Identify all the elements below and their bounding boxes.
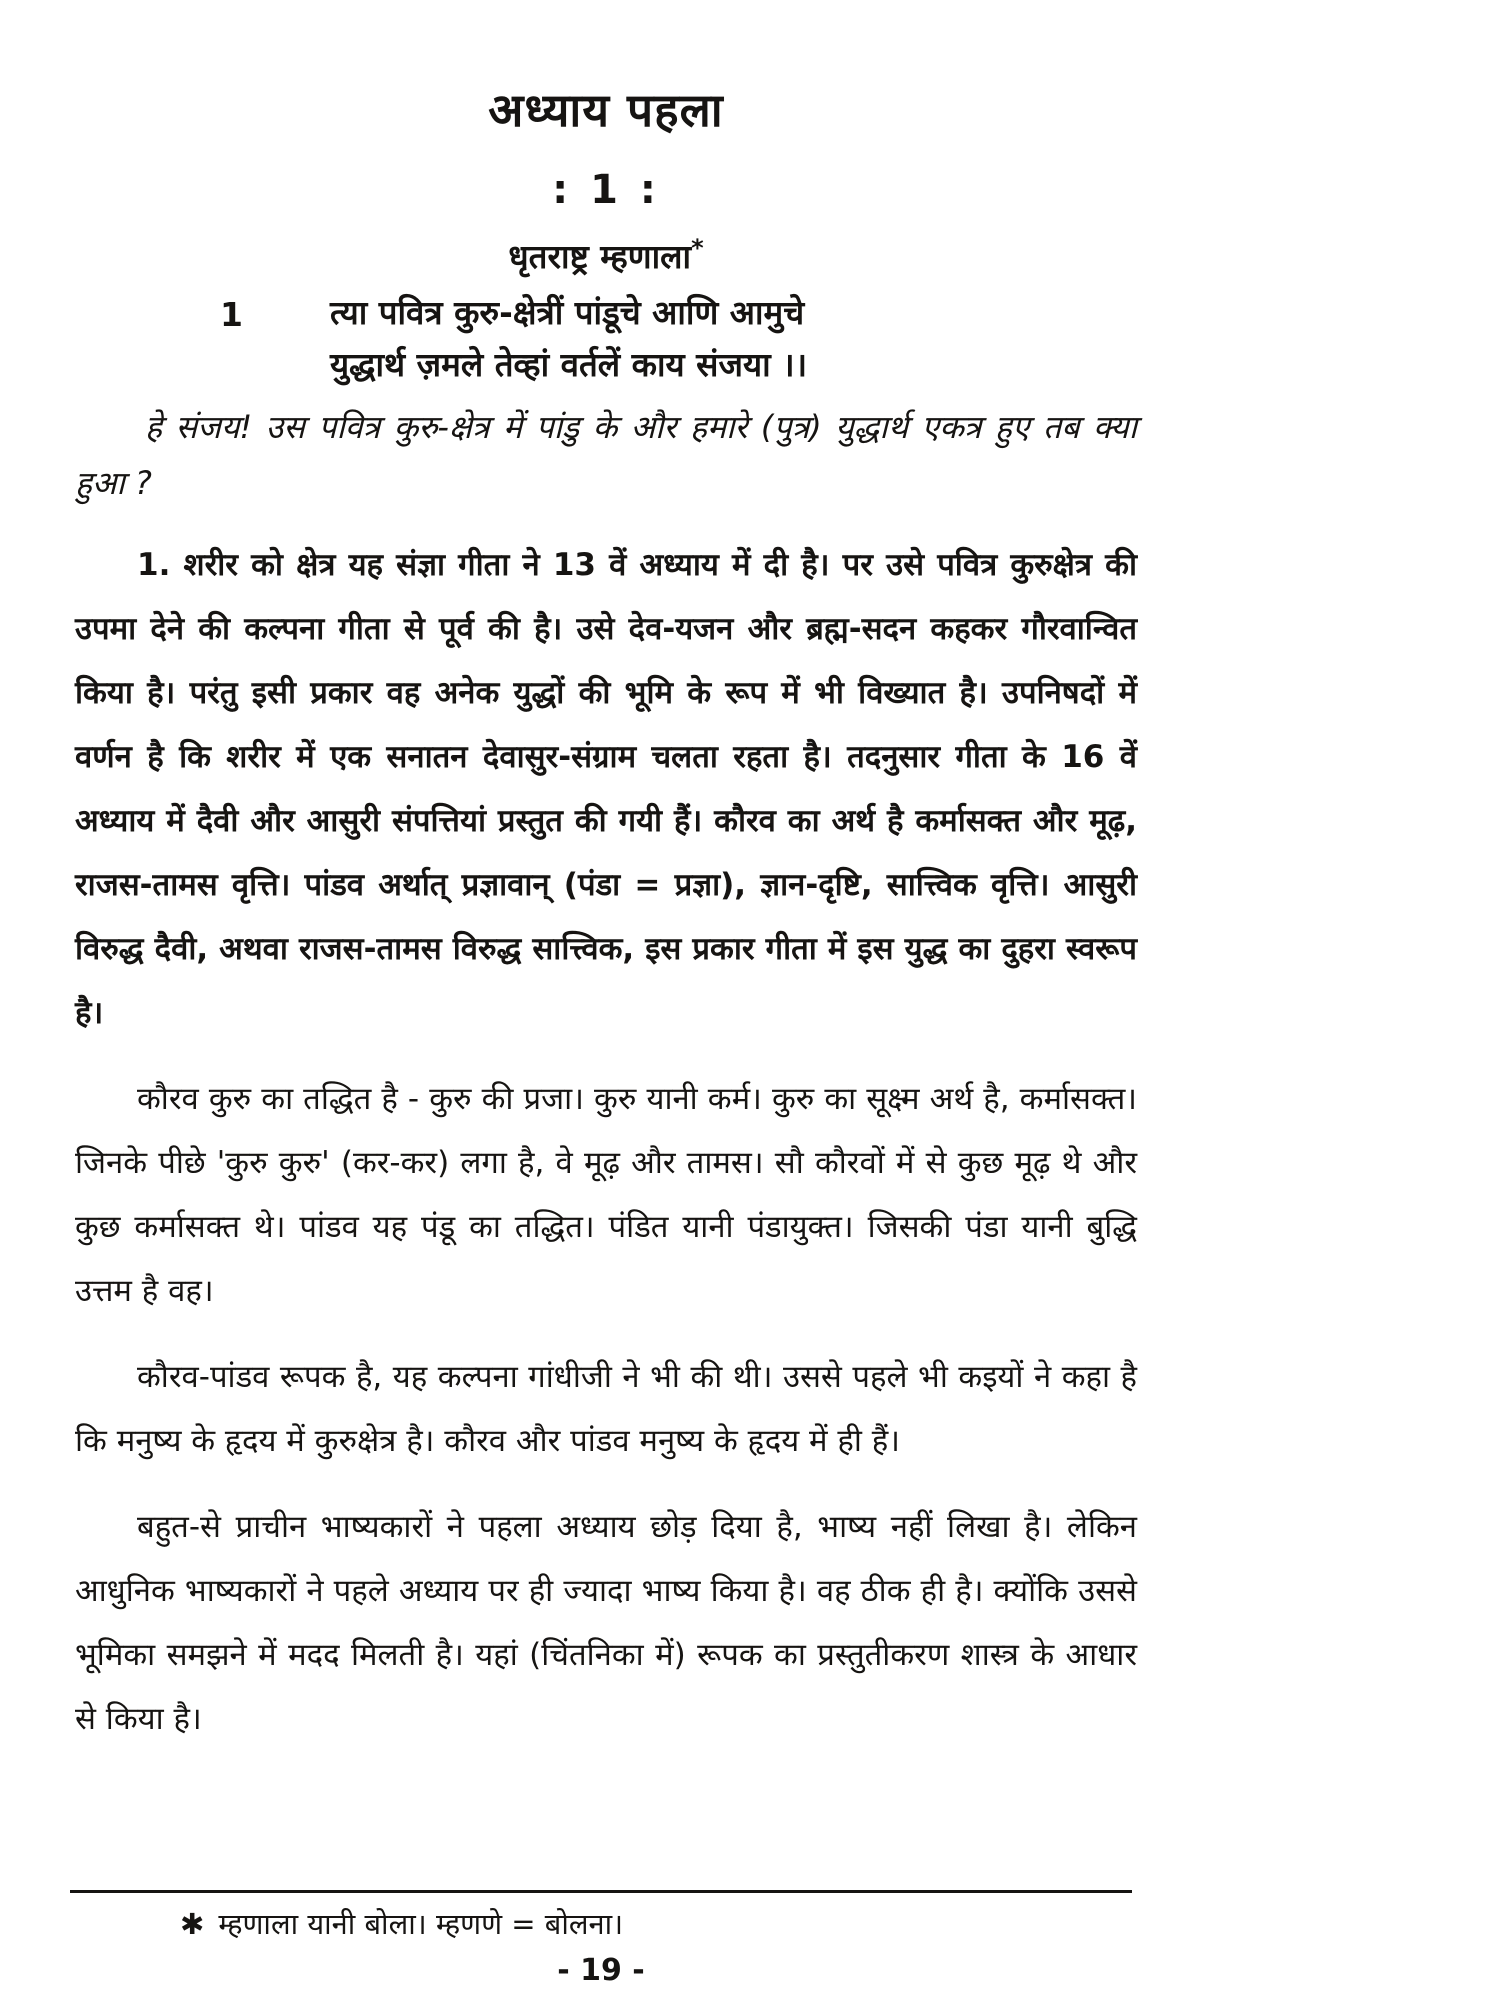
footnote: [70, 1905, 1132, 1943]
speaker-line: [75, 226, 1137, 279]
verse-block: [75, 287, 1137, 391]
page-footer: [70, 1890, 1132, 1988]
body-paragraph-4: बहुत-से प्राचीन भाष्यकारों ने पहला अध्याय छोड़ दिया है, भाष्य नहीं लिखा है। लेकिन आधुनिक भाष्यकारों ने पहले अध्याय पर ही ज्यादा भाष्य किया है। वह ठीक ही है। क्योंकि उससे भूमिका समझने में मदद मिलती है। यहां (चिंतनिका में) रूपक का प्रस्तुतीकरण शास्त्र के आधार से किया है।: [75, 1508, 1137, 1737]
body-paragraph-1: 1. शरीर को क्षेत्र यह संज्ञा गीता ने 13 वें अध्याय में दी है। पर उसे पवित्र कुरुक्षेत्र की उपमा देने की कल्पना गीता से पूर्व की है। उसे देव-यजन और ब्रह्म-सदन कहकर गौरवान्वित किया है। परंतु इसी प्रकार वह अनेक युद्धों की भूमि के रूप में भी विख्यात है। उपनिषदों में वर्णन है कि शरीर में एक सनातन देवासुर-संग्राम चलता रहता है। तदनुसार गीता के 16 वें अध्याय में दैवी और आसुरी संपत्तियां प्रस्तुत की गयी हैं। कौरव का अर्थ है कर्मासक्त और मूढ़, राजस-तामस वृत्ति। पांडव अर्थात् प्रज्ञावान् (पंडा = प्रज्ञा), ज्ञान-दृष्टि, सात्त्विक वृत्ति। आसुरी विरुद्ध दैवी, अथवा राजस-तामस विरुद्ध सात्त्विक, इस प्रकार गीता में इस युद्ध का दुहरा स्वरूप है।: [75, 546, 1137, 1031]
verse-number: 1: [220, 294, 243, 334]
footnote-marker-reference: *: [691, 233, 704, 262]
verse-translation: हे संजय! उस पवित्र कुरु-क्षेत्र में पांडु के और हमारे (पुत्र) युद्धार्थ एकत्र हुए तब क्या हुआ ?: [75, 407, 1137, 502]
chapter-title: अध्याय पहला: [488, 83, 724, 137]
page-number: - 19 -: [557, 1953, 645, 1988]
page-content: [75, 82, 1137, 1751]
footnote-text: म्हणाला यानी बोला। म्हणणे = बोलना।: [218, 1907, 624, 1941]
verse-line-1: त्या पवित्र कुरु-क्षेत्रीं पांडूचे आणि आमुचे: [330, 292, 805, 332]
body-paragraph-3: कौरव-पांडव रूपक है, यह कल्पना गांधीजी ने भी की थी। उससे पहले भी कइयों ने कहा है कि मनुष्य के हृदय में कुरुक्षेत्र है। कौरव और पांडव मनुष्य के हृदय में ही हैं।: [75, 1358, 1137, 1459]
chapter-number-mark: : 1 :: [552, 166, 660, 213]
body-paragraph-2: कौरव कुरु का तद्धित है - कुरु की प्रजा। कुरु यानी कर्म। कुरु का सूक्ष्म अर्थ है, कर्मासक्त। जिनके पीछे 'कुरु कुरु' (कर-कर) लगा है, वे मूढ़ और तामस। सौ कौरवों में से कुछ मूढ़ थे और कुछ कर्मासक्त थे। पांडव यह पंडू का तद्धित। पंडित यानी पंडायुक्त। जिसकी पंडा यानी बुद्धि उत्तम है वह।: [75, 1080, 1137, 1309]
footnote-divider: [70, 1890, 1132, 1893]
footnote-marker: ✱: [180, 1907, 205, 1941]
speaker-text: धृतराष्ट्र म्हणाला: [508, 236, 692, 276]
verse-line-2: युद्धार्थ ज़मले तेव्हां वर्तलें काय संजया ।।: [330, 344, 808, 384]
